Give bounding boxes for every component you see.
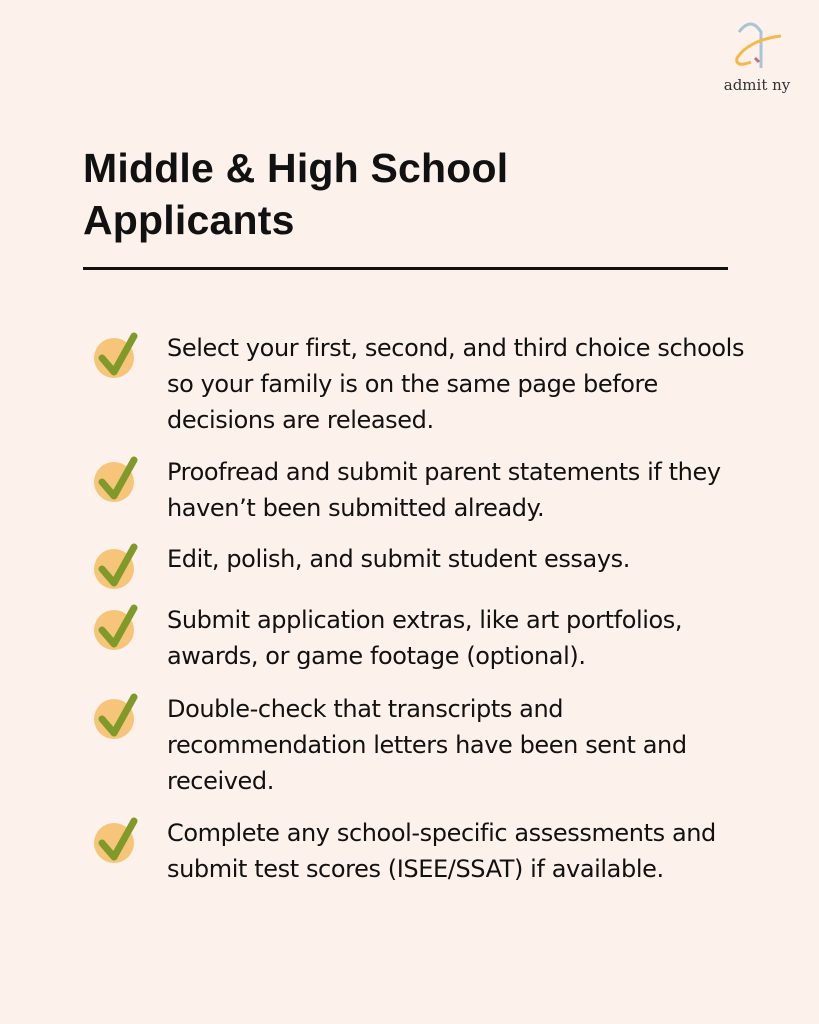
- pencil-a-logo-icon: [729, 18, 785, 74]
- checkmark-icon: [90, 602, 142, 654]
- checklist-item-text: Select your first, second, and third choice schools so your family is on the same page before decisions are released.: [167, 334, 745, 434]
- checkmark-icon: [90, 454, 142, 506]
- checklist-item-text: Complete any school-specific assessments and submit test scores (ISEE/SSAT) if available.: [167, 819, 716, 883]
- title-divider: [83, 267, 728, 270]
- checkmark-icon: [90, 815, 142, 867]
- checklist-item-text: Edit, polish, and submit student essays.: [167, 545, 630, 573]
- checklist-item-text: Proofread and submit parent statements if they haven’t been submitted already.: [167, 458, 721, 522]
- page-title: Middle & High School Applicants: [83, 145, 509, 243]
- checkmark-icon: [90, 541, 142, 593]
- brand-name: admit ny: [723, 76, 791, 94]
- checklist-item-text: Double-check that transcripts and recommendation letters have been sent and received.: [167, 695, 687, 795]
- checkmark-icon: [90, 330, 142, 382]
- brand-logo: [717, 18, 797, 94]
- checklist-item-text: Submit application extras, like art portfolios, awards, or game footage (optional).: [167, 606, 683, 670]
- checkmark-icon: [90, 691, 142, 743]
